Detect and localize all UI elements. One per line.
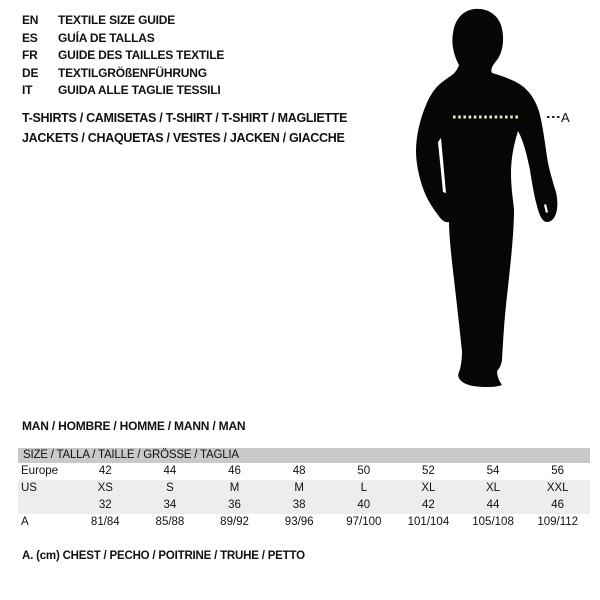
product-line-jackets: JACKETS / CHAQUETAS / VESTES / JACKEN / GIACCHE <box>22 130 345 145</box>
cell: 50 <box>357 465 371 477</box>
table-row-chest-cm <box>18 514 590 531</box>
product-line-tshirts: T-SHIRTS / CAMISETAS / T-SHIRT / T-SHIRT / MAGLIETTE <box>22 111 348 125</box>
cell: 42 <box>98 465 112 477</box>
cell: XXL <box>546 482 569 494</box>
cell: 97/100 <box>346 516 382 528</box>
cell: XL <box>421 482 436 494</box>
language-label: GUIDA ALLE TAGLIE TESSILI <box>58 83 221 97</box>
cell: 42 <box>422 499 435 511</box>
man-silhouette <box>416 9 557 387</box>
cell: L <box>360 482 368 494</box>
cell: M <box>229 482 240 494</box>
row-label <box>18 497 73 514</box>
table-row-europe <box>18 463 590 480</box>
cell: 81/84 <box>90 516 120 528</box>
language-code: FR <box>22 48 38 62</box>
size-table <box>18 448 590 531</box>
table-row-us-letters <box>18 480 590 497</box>
language-label: TEXTILE SIZE GUIDE <box>58 13 176 27</box>
cell: 36 <box>228 499 241 511</box>
row-label: A <box>21 516 29 528</box>
size-table-header: SIZE / TALLA / TAILLE / GRÖSSE / TAGLIA <box>18 448 590 463</box>
language-code: DE <box>22 65 39 80</box>
language-label: TEXTILGRÖßENFÜHRUNG <box>58 65 207 80</box>
cell: 44 <box>486 499 500 511</box>
cell: 46 <box>551 499 565 511</box>
section-title-man: MAN / HOMBRE / HOMME / MANN / MAN <box>22 419 246 433</box>
cell: 93/96 <box>284 516 314 528</box>
language-code: IT <box>22 83 33 97</box>
row-label: Europe <box>21 465 59 477</box>
cell: 52 <box>422 465 435 477</box>
cell: XS <box>97 482 113 494</box>
cell: 34 <box>163 499 177 511</box>
cell: 32 <box>98 499 112 511</box>
cell: 38 <box>292 499 306 511</box>
row-label: US <box>21 482 37 494</box>
cell: S <box>166 482 174 494</box>
measurement-footnote: A. (cm) CHEST / PECHO / POITRINE / TRUHE / PETTO <box>22 550 305 562</box>
language-label: GUÍA DE TALLAS <box>58 30 155 45</box>
language-code: ES <box>22 30 38 45</box>
cell: 101/104 <box>407 516 450 528</box>
cell: 109/112 <box>537 516 579 528</box>
cell: 89/92 <box>220 516 249 528</box>
language-label: GUIDE DES TAILLES TEXTILE <box>58 48 225 62</box>
cell: 46 <box>228 465 241 477</box>
table-row-us-numeric <box>18 497 590 514</box>
cell: M <box>294 482 304 494</box>
cell: 105/108 <box>472 516 514 528</box>
cell: XL <box>486 482 501 494</box>
cell: 56 <box>551 465 565 477</box>
cell: 54 <box>486 465 500 477</box>
cell: 44 <box>163 465 177 477</box>
cell: 48 <box>292 465 306 477</box>
cell: 85/88 <box>155 516 185 528</box>
cell: 40 <box>357 499 371 511</box>
measure-label-a: A <box>561 110 570 125</box>
language-code: EN <box>22 13 39 27</box>
